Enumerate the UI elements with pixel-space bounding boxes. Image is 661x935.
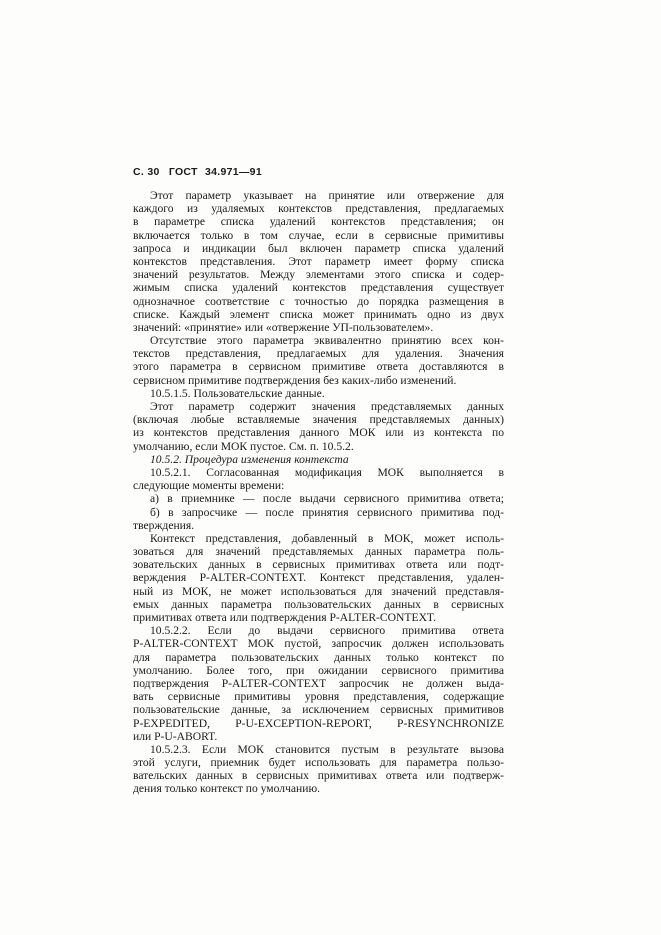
text-line: для параметра пользовательских данных только контекст по [133,650,504,664]
text-line: примитивах ответа или подтверждения P-ALTER-CONTEXT. [133,611,437,624]
text-line: списке. Каждый элемент списка может принимать одно из двух [133,307,504,321]
text-line: (включая любые вставляемые значения представляемых данных) [133,413,504,427]
text-line: 10.5.2.1. Согласованная модификация МОК выполняется в [150,465,504,479]
text-line: сервисном примитиве подтверждения без каких-либо изменений. [133,373,457,387]
text-line: тверждения. [133,518,195,532]
text-line: каждого из удаляемых контекстов представления, предлагаемых [133,202,504,216]
text-line: вательских данных в сервисных примитивах ответа или подтверж- [133,769,504,783]
text-line: P-ALTER-CONTEXT МОК пустой, запросчик должен использовать [133,637,504,651]
text-line: пользовательские данные, за исключением сервисных примитивов [133,703,504,717]
standard-label: ГОСТ [168,166,198,178]
text-line: вать сервисные примитивы уровня представления, содержащие [133,690,504,704]
text-line: следующие моменты времени: [133,479,285,493]
text-line: значений результатов. Между элементами этого списка и содер- [133,268,504,282]
text-line: Этот параметр указывает на принятие или отвержение для [150,189,504,202]
text-line: текстов представления, предлагаемых для удаления. Значения [133,347,504,361]
text-line: а) в приемнике — после выдачи сервисного примитива ответа; [150,492,504,506]
text-line: включается только в том случае, если в сервисные примитивы [133,228,504,242]
text-line: в параметре списка удалений контекстов представления; он [133,215,504,229]
text-line: значений: «принятие» или «отвержение УП-пользователем». [133,320,434,334]
text-line: зоваться для значений представляемых данных параметра поль- [133,545,504,559]
text-line: запроса и индикации был включен параметр списка удалений [133,241,504,255]
text-line: верждения P-ALTER-CONTEXT. Контекст представления, удален- [133,571,504,585]
page-number: С. 30 [133,166,160,178]
text-line: ный из МОК, не может использоваться для значений представля- [133,584,504,598]
text-line: б) в запросчике — после принятия сервисного примитива под- [150,505,504,519]
text-line: P-EXPEDITED, P-U-EXCEPTION-REPORT, P-RESYNCHRONIZE [133,716,504,730]
text-line: жимым списка удалений контекстов представления существует [133,281,504,295]
text-line: 10.5.2. Процедура изменения контекста [150,452,349,466]
text-line: однозначное соответствие с точностью до порядка размещения в [133,294,504,308]
text-line: емых данных параметра пользовательских данных в сервисных [133,597,504,611]
text-line: 10.5.2.3. Если МОК становится пустым в результате вызова [150,742,504,756]
text-line: зовательских данных в сервисных примитивах ответа или подт- [133,558,504,572]
text-line: или P-U-ABORT. [133,729,218,743]
body-text [133,189,504,796]
text-line: контекстов представления. Этот параметр имеет форму списка [133,254,504,268]
text-line: этого параметра в сервисном примитиве ответа доставляются в [133,360,504,374]
text-line: 10.5.2.2. Если до выдачи сервисного примитива ответа [150,624,504,638]
text-line: из контекстов представления данного МОК или из контекста по [133,426,504,440]
text-line: Контекст представления, добавленный в МОК, может исполь- [150,531,504,545]
text-line: умолчанию. Более того, при ожидании сервисного примитива [133,663,504,677]
text-line: подтверждения P-ALTER-CONTEXT запросчик не должен выда- [133,676,504,690]
standard-number: 34.971—91 [204,166,262,178]
text-line: 10.5.1.5. Пользовательские данные. [150,386,325,400]
page-header [133,166,268,178]
text-line: Отсутствие этого параметра эквивалентно принятию всех кон- [150,334,504,348]
text-line: этой услуги, приемник будет использовать для параметра пользо- [133,756,504,770]
text-line: Этот параметр содержит значения представляемых данных [150,400,504,413]
text-line: дения только контекст по умолчанию. [133,782,321,796]
text-line: умолчанию, если МОК пустое. См. п. 10.5.2. [133,439,354,453]
